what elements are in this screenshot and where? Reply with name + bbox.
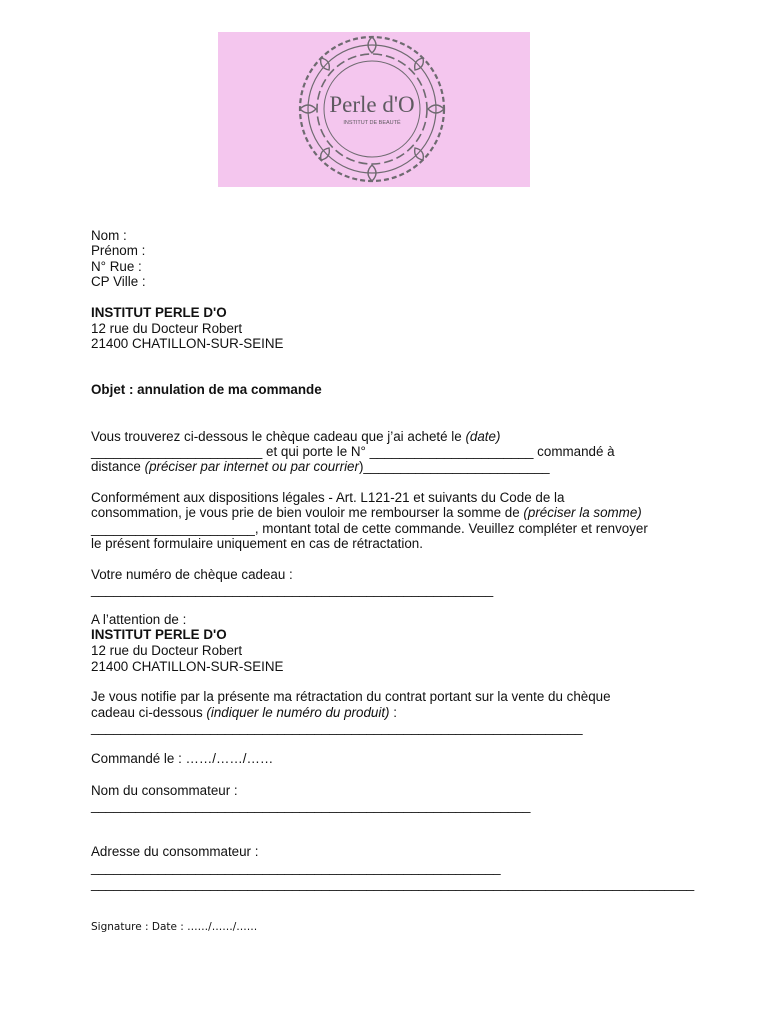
para1-method-hint: (préciser par internet ou par courrier <box>144 459 359 474</box>
attention-label: A l’attention de : <box>91 612 187 627</box>
signature-date: Signature : Date : ……/……/…… <box>91 921 258 933</box>
consumer-address-blank-line-2: _________________________________________________________________________________ <box>91 876 695 891</box>
sender-ville: CP Ville : <box>91 274 146 289</box>
para2-line3: ______________________, montant total de cette commande. Veuillez compléter et renvoyer <box>91 521 648 536</box>
cheque-blank-line: ______________________________________________________ <box>91 582 494 597</box>
para1-date-hint: (date) <box>465 429 501 444</box>
notice-product-hint: (indiquer le numéro du produit) <box>206 705 390 720</box>
recipient-street: 12 rue du Docteur Robert <box>91 321 243 336</box>
cheque-label: Votre numéro de chèque cadeau : <box>91 567 293 582</box>
subject-line: Objet : annulation de ma commande <box>91 382 322 397</box>
sender-nom: Nom : <box>91 228 127 243</box>
para2-line2-text: consommation, je vous prie de bien vouloir me rembourser la somme de <box>91 505 524 520</box>
ordered-date: Commandé le : ……/……/…… <box>91 751 274 766</box>
attention-name: INSTITUT PERLE D'O <box>91 627 227 642</box>
notice-colon: : <box>389 705 397 720</box>
recipient-city: 21400 CHATILLON-SUR-SEINE <box>91 336 284 351</box>
consumer-address-label: Adresse du consommateur : <box>91 844 259 859</box>
logo-brand: Perle d'O <box>329 92 415 117</box>
logo-banner <box>218 32 530 187</box>
para1-line3-blank: )_________________________ <box>358 459 550 474</box>
notice-line1: Je vous notifie par la présente ma rétractation du contrat portant sur la vente du chèque <box>91 689 611 704</box>
para1-line3 <box>91 459 550 475</box>
para1-line1 <box>91 429 500 445</box>
consumer-address-blank-line-1: _______________________________________________________ <box>91 860 501 875</box>
para2-amount-hint: (préciser la somme) <box>523 505 642 520</box>
consumer-name-blank-line: ___________________________________________________________ <box>91 798 531 813</box>
attention-street: 12 rue du Docteur Robert <box>91 643 243 658</box>
wreath-ornament-icon <box>218 32 530 187</box>
para2-line2 <box>91 505 642 521</box>
notice-line2 <box>91 705 397 721</box>
para2-line4: le présent formulaire uniquement en cas de rétractation. <box>91 536 423 551</box>
sender-rue: N° Rue : <box>91 259 142 274</box>
sender-prenom: Prénom : <box>91 243 146 258</box>
attention-city: 21400 CHATILLON-SUR-SEINE <box>91 659 284 674</box>
logo-tagline: INSTITUT DE BEAUTÉ <box>343 120 401 126</box>
notice-blank-line: __________________________________________________________________ <box>91 720 583 735</box>
para1-line3-text: distance <box>91 459 145 474</box>
notice-line2-text: cadeau ci-dessous <box>91 705 207 720</box>
para1-line2: _______________________ et qui porte le N° ______________________ commandé à <box>91 444 615 459</box>
recipient-name: INSTITUT PERLE D'O <box>91 305 227 320</box>
para1-line1-text: Vous trouverez ci-dessous le chèque cadeau que j’ai acheté le <box>91 429 466 444</box>
para2-line1: Conformément aux dispositions légales - Art. L121-21 et suivants du Code de la <box>91 490 565 505</box>
consumer-name-label: Nom du consommateur : <box>91 783 238 798</box>
